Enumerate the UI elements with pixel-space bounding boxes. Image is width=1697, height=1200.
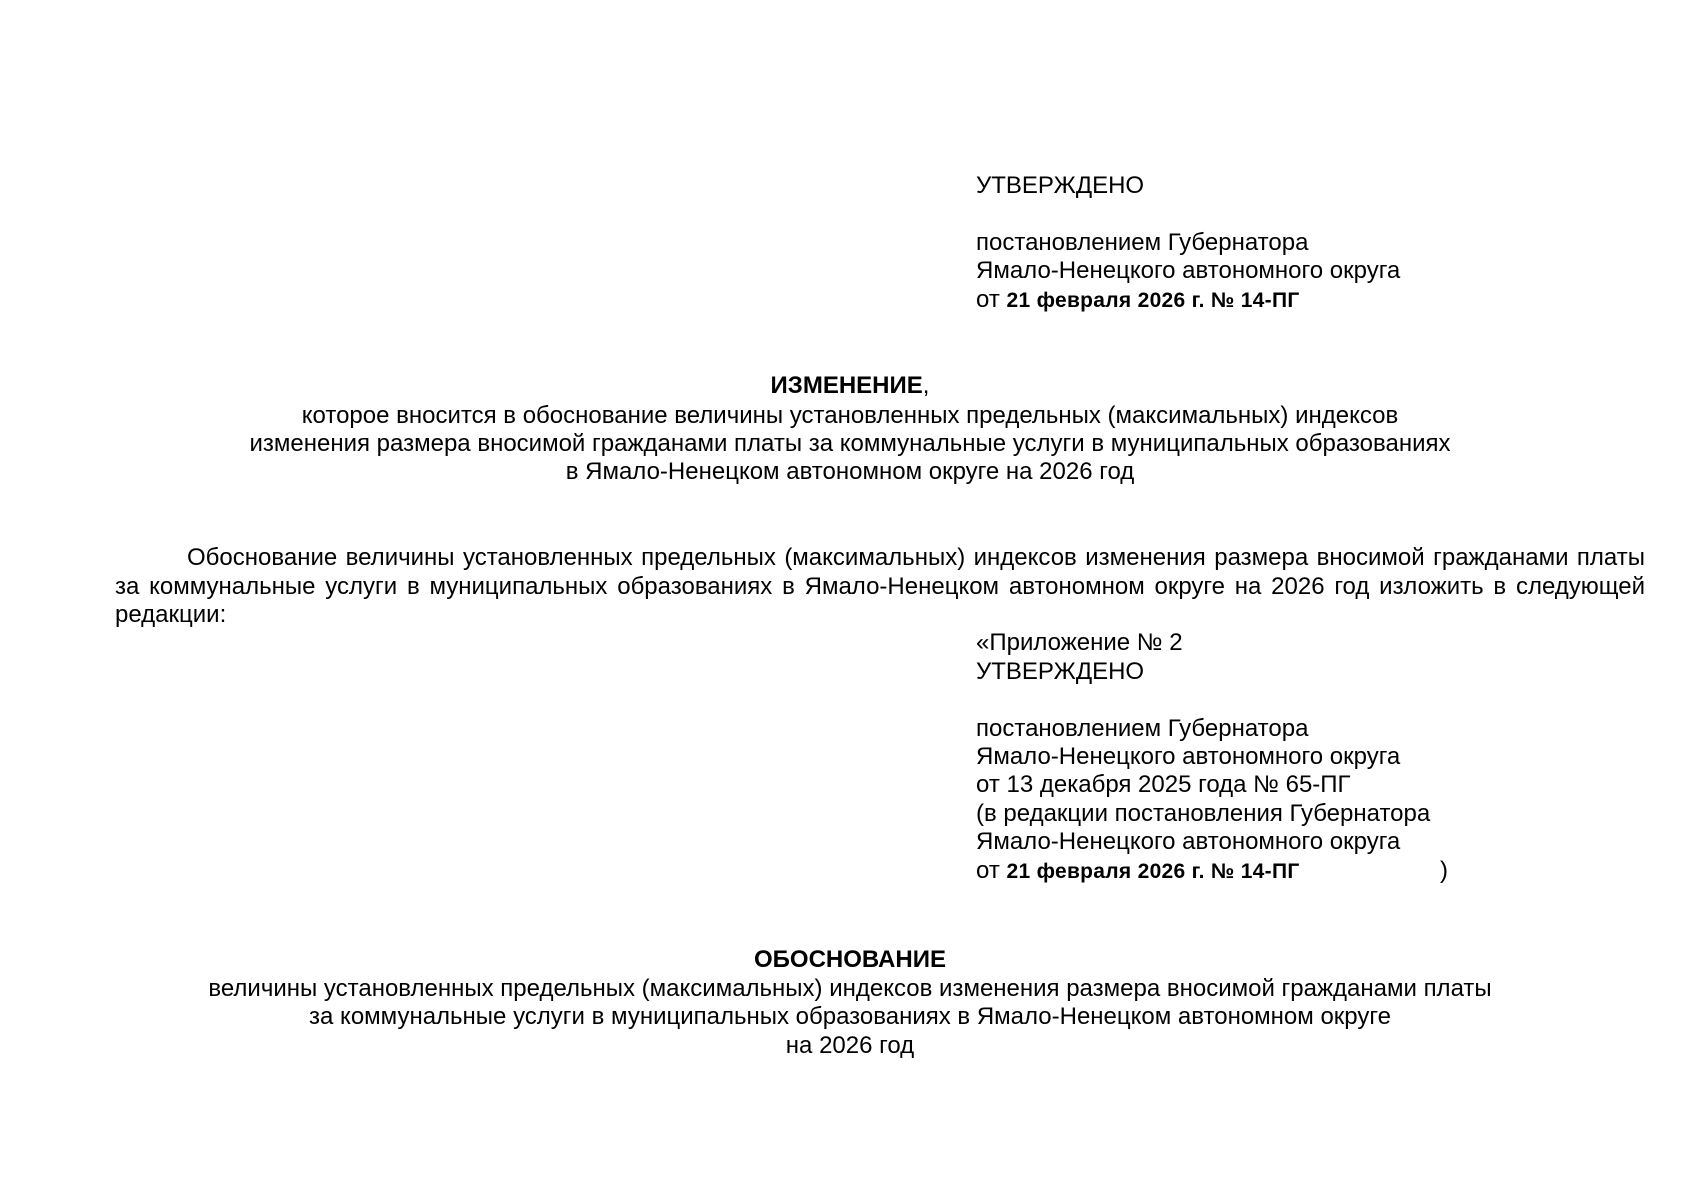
justification-line-3: на 2026 год bbox=[785, 1032, 915, 1059]
appendix-from-prefix: от bbox=[976, 857, 1000, 884]
appendix-edition-line: (в редакции постановления Губернатора bbox=[976, 800, 1431, 827]
appendix-decree-line: постановлением Губернатора bbox=[976, 715, 1309, 742]
change-subtitle-line-3: в Ямало-Ненецком автономном округе на 2026 год bbox=[565, 458, 1135, 485]
appendix-approved: УТВЕРЖДЕНО bbox=[976, 658, 1145, 685]
change-title-comma: , bbox=[922, 372, 930, 399]
appendix-original-date: от 13 декабря 2025 года № 65-ПГ bbox=[976, 771, 1351, 798]
appendix-label: «Приложение № 2 bbox=[976, 629, 1183, 656]
change-title: ИЗМЕНЕНИЕ bbox=[770, 372, 923, 399]
justification-line-1: величины установленных предельных (максимальных) индексов изменения размера вносимой гражданами платы bbox=[208, 975, 1492, 1002]
approval-decree-line: постановлением Губернатора bbox=[976, 229, 1309, 256]
approval-from-prefix: от bbox=[976, 286, 1000, 313]
body-paragraph: Обоснование величины установленных предельных (максимальных) индексов изменения размера вносимой гражданами платы за коммунальные услуги в муниципальных образованиях в Ямало-Ненецком автономном округе на 2026 год изложить в следующей редакции: bbox=[115, 544, 1645, 628]
appendix-region-line: Ямало-Ненецкого автономного округа bbox=[976, 743, 1401, 770]
change-subtitle-line-1: которое вносится в обоснование величины установленных предельных (максимальных) индексов bbox=[301, 402, 1399, 429]
approval-stamp: УТВЕРЖДЕНО bbox=[976, 172, 1145, 199]
justification-line-2: за коммунальные услуги в муниципальных образованиях в Ямало-Ненецком автономном округе bbox=[309, 1003, 1391, 1030]
approval-region-line: Ямало-Ненецкого автономного округа bbox=[976, 257, 1401, 284]
change-subtitle-line-2: изменения размера вносимой гражданами платы за коммунальные услуги в муниципальных образованиях bbox=[249, 430, 1451, 457]
appendix-edition-date bbox=[976, 857, 1476, 886]
approval-signature: 21 февраля 2026 г. № 14-ПГ bbox=[1006, 289, 1300, 312]
justification-title: ОБОСНОВАНИЕ bbox=[754, 946, 946, 973]
change-title-line bbox=[0, 372, 1697, 400]
appendix-edition-region: Ямало-Ненецкого автономного округа bbox=[976, 828, 1401, 855]
appendix-closing-paren: ) bbox=[1440, 857, 1448, 884]
appendix-signature: 21 февраля 2026 г. № 14-ПГ bbox=[1006, 860, 1300, 883]
approval-date-line bbox=[976, 286, 1300, 315]
